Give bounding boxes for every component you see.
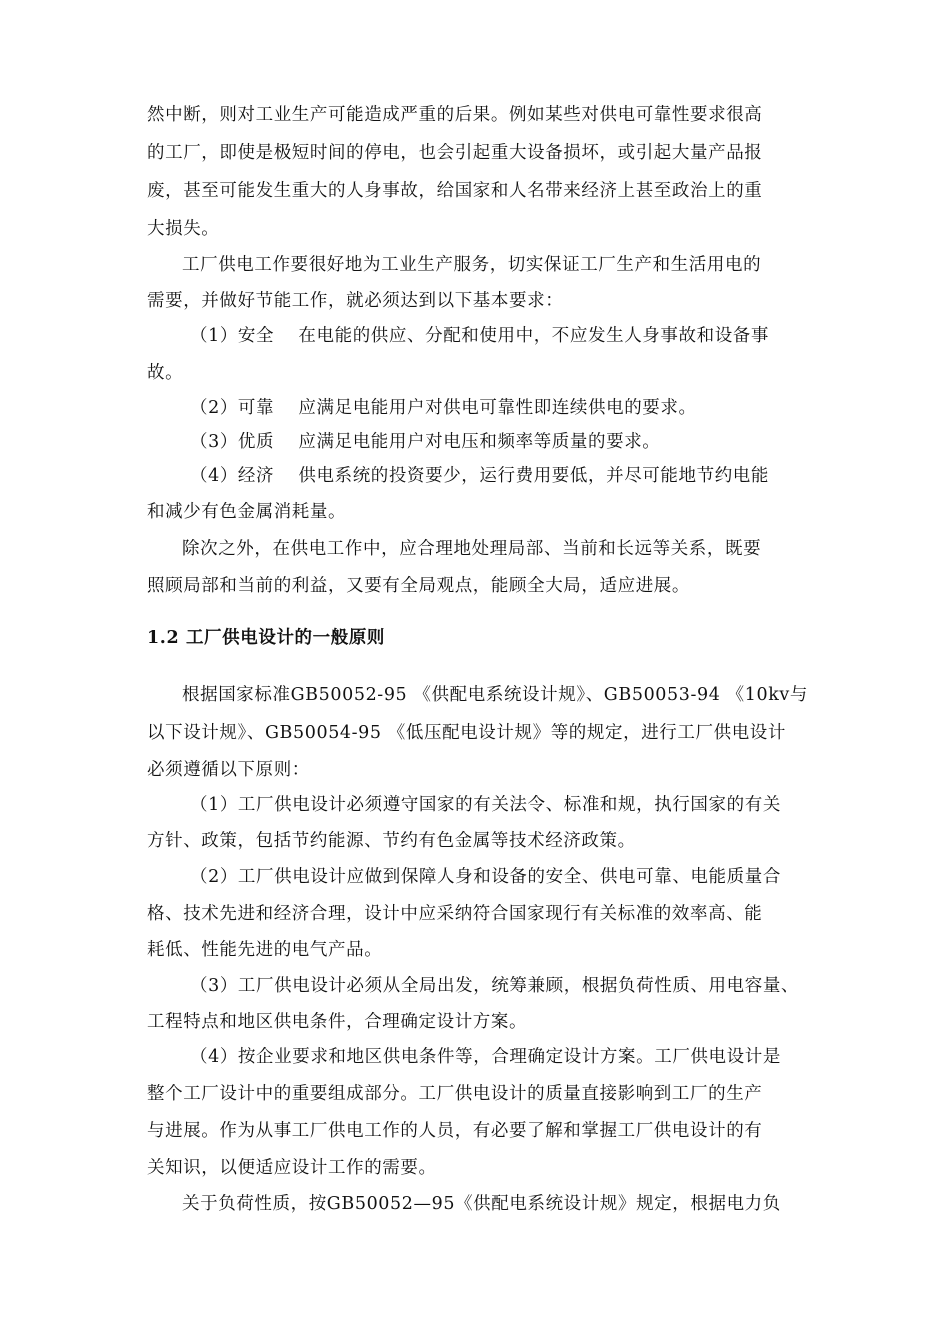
text-line: 的工厂，即使是极短时间的停电，也会引起重大设备损坏，或引起大量产品报 (147, 143, 763, 163)
text-line: 除次之外，在供电工作中，应合理地处理局部、当前和长远等关系，既要 (182, 539, 762, 559)
text-line: 工程特点和地区供电条件，合理确定设计方案。 (147, 1012, 528, 1032)
text-line: （1）工厂供电设计必须遵守国家的有关法令、标准和规，执行国家的有关 (190, 795, 781, 815)
text-line: （2）工厂供电设计应做到保障人身和设备的安全、供电可靠、电能质量合 (190, 867, 781, 887)
text-line: 废，甚至可能发生重大的人身事故，给国家和人名带来经济上甚至政治上的重 (147, 181, 763, 201)
text-line: 耗低、性能先进的电气产品。 (147, 940, 383, 960)
text-line: 格、技术先进和经济合理，设计中应采纳符合国家现行有关标准的效率高、能 (147, 904, 763, 924)
text-line: 与进展。作为从事工厂供电工作的人员，有必要了解和掌握工厂供电设计的有 (147, 1121, 763, 1141)
text-line: 必须遵循以下原则： (147, 760, 310, 780)
text-line: 整个工厂设计中的重要组成部分。工厂供电设计的质量直接影响到工厂的生产 (147, 1084, 763, 1104)
text-line: 关于负荷性质，按GB50052—95《供配电系统设计规》规定，根据电力负 (182, 1194, 781, 1214)
text-line: 以下设计规》、GB50054-95 《低压配电设计规》等的规定，进行工厂供电设计 (147, 723, 787, 743)
text-line: （3）优质 应满足电能用户对电压和频率等质量的要求。 (190, 432, 661, 452)
text-line: （1）安全 在电能的供应、分配和使用中，不应发生人身事故和设备事 (190, 326, 769, 346)
text-line: （4）经济 供电系统的投资要少，运行费用要低，并尽可能地节约电能 (190, 466, 769, 486)
section-heading: 1.2 工厂供电设计的一般原则 (147, 628, 386, 648)
text-line: 根据国家标准GB50052-95 《供配电系统设计规》、GB50053-94 《10kv与 (182, 685, 809, 705)
text-line: （2）可靠 应满足电能用户对供电可靠性即连续供电的要求。 (190, 398, 697, 418)
text-line: 然中断，则对工业生产可能造成严重的后果。例如某些对供电可靠性要求很高 (147, 105, 763, 125)
text-line: 方针、政策，包括节约能源、节约有色金属等技术经济政策。 (147, 831, 636, 851)
text-line: 和减少有色金属消耗量。 (147, 502, 347, 522)
text-line: （4）按企业要求和地区供电条件等，合理确定设计方案。工厂供电设计是 (190, 1047, 781, 1067)
text-line: 工厂供电工作要很好地为工业生产服务，切实保证工厂生产和生活用电的 (182, 255, 762, 275)
text-line: 故。 (147, 363, 184, 383)
text-line: 大损失。 (147, 219, 220, 239)
text-line: （3）工厂供电设计必须从全局出发，统筹兼顾，根据负荷性质、用电容量、 (190, 976, 800, 996)
text-line: 需要，并做好节能工作，就必须达到以下基本要求： (147, 291, 564, 311)
text-line: 照顾局部和当前的利益，又要有全局观点，能顾全大局，适应进展。 (147, 576, 690, 596)
text-line: 关知识，以便适应设计工作的需要。 (147, 1158, 437, 1178)
